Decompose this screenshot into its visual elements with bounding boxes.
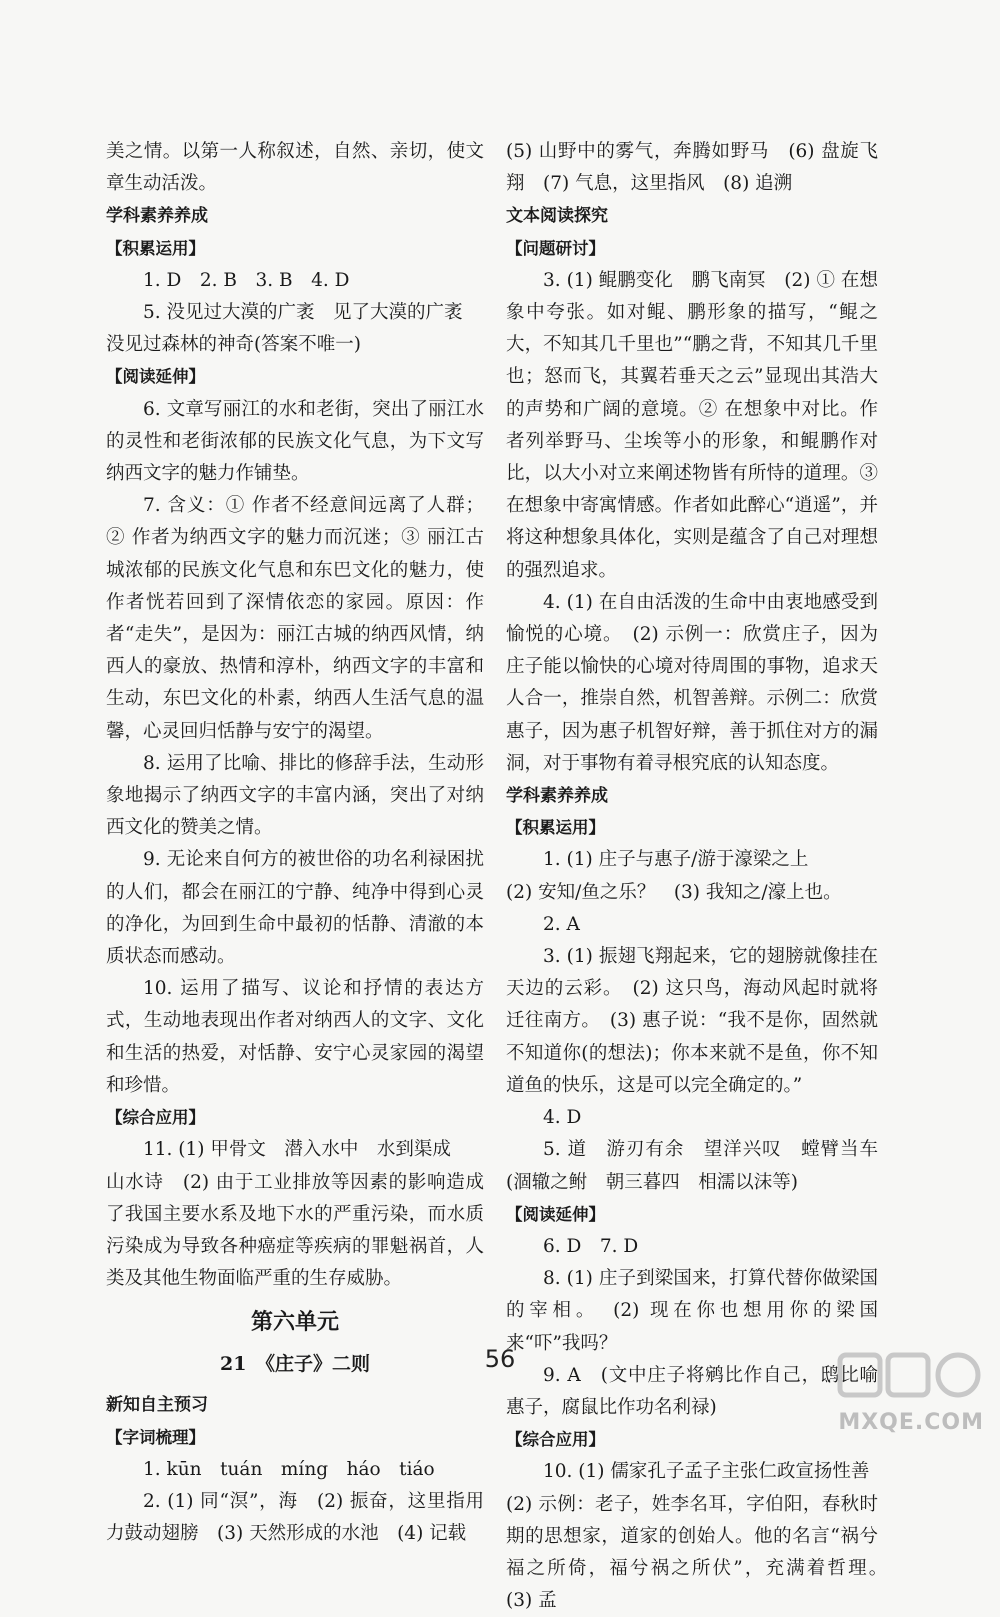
paragraph: 10. (1) 儒家孔子孟子主张仁政宣扬性善	[543, 1461, 870, 1483]
section-heading: 文本阅读探究	[506, 206, 608, 227]
paragraph: (2) 示例：老子，姓李名耳，字伯阳，春秋时期的思想家，道家的创始人。他的名言“祸兮福之所倚，福兮祸之所伏”，充满着哲理。 (3) 孟	[506, 1493, 897, 1612]
paragraph: 3. (1) 鲲鹏变化 鹏飞南冥 (2) ① 在想象中夸张。如对鲲、鹏形象的描写，“鲲之大，不知其几千里也”“鹏之背，不知其几千里也；怒而飞，其翼若垂天之云”显现出其浩大的声势和广阔的意境。② 在想象中对比。作者列举野马、尘埃等小的形象，和鲲鹏作对比，以大小对立来阐述物皆有所恃的道理。③ 在想象中寄寓情感。作者如此醉心“逍遥”，并将这种想象具体化，实则是蕴含了自己对理想的强烈追求。	[506, 269, 878, 581]
watermark-text: MXQE.COM	[838, 1410, 984, 1435]
paragraph: 9. A (文中庄子将鹓比作自己，鸱比喻惠子，腐鼠比作功名利禄)	[506, 1364, 878, 1418]
paragraph: 4. D	[543, 1107, 582, 1129]
paragraph: 2. A	[543, 913, 580, 935]
section-heading: 学科素养养成	[506, 786, 608, 807]
paragraph: 9. 无论来自何方的被世俗的功名利禄困扰的人们，都会在丽江的宁静、纯净中得到心灵的净化，为回到生命中最初的恬静、清澈的本质状态而感动。	[106, 849, 484, 968]
subsection-heading: 【积累运用】	[106, 238, 205, 258]
left-column	[106, 136, 484, 1550]
paragraph: 1. kūn tuán míng háo tiáo	[143, 1458, 435, 1480]
paragraph: 8. 运用了比喻、排比的修辞手法，生动形象地揭示了纳西文字的丰富内涵，突出了对纳西文化的赞美之情。	[106, 752, 484, 839]
paragraph: 5. 没见过大漠的广袤 见了大漠的广袤	[143, 302, 463, 324]
paragraph: 7. 含义：① 作者不经意间远离了人群；② 作者为纳西文字的魅力而沉迷；③ 丽江古城浓郁的民族文化气息和东巴文化的魅力，使作者恍若回到了深情依恋的家园。原因：作者“走失”，是因为：丽江古城的纳西风情，纳西人的豪放、热情和淳朴，纳西文字的丰富和生动，东巴文化的朴素，纳西人生活气息的温馨，心灵回归恬静与安宁的渴望。	[106, 495, 484, 742]
right-column	[506, 136, 897, 1617]
paragraph: 4. (1) 在自由活泼的生命中由衷地感受到愉悦的心境。 (2) 示例一：欣赏庄子，因为庄子能以愉快的心境对待周围的事物，追求天人合一，推崇自然，机智善辩。示例二：欣赏惠子，因为惠子机智好辩，善于抓住对方的漏洞，对于事物有着寻根究底的认知态度。	[506, 591, 878, 774]
subsection-heading: 【综合应用】	[506, 1430, 605, 1450]
paragraph: 2. (1) 同“溟”，海 (2) 振奋，这里指用力鼓动翅膀 (3) 天然形成的水池 (4) 记载	[106, 1490, 484, 1545]
paragraph: 8. (1) 庄子到梁国来，打算代替你做梁国的宰相。 (2) 现在你也想用你的梁国来“吓”我吗？	[506, 1268, 878, 1354]
subsection-heading: 【字词梳理】	[106, 1427, 205, 1447]
paragraph: 10. 运用了描写、议论和抒情的表达方式，生动地表现出作者对纳西人的文字、文化和生活的热爱，对恬静、安宁心灵家园的渴望和珍惜。	[106, 978, 484, 1096]
paragraph: 11. (1) 甲骨文 潜入水中 水到渠成	[143, 1139, 451, 1161]
subsection-heading: 【阅读延伸】	[506, 1204, 605, 1224]
unit-title: 第六单元	[250, 1310, 339, 1336]
section-heading: 学科素养养成	[106, 206, 208, 227]
paragraph: 1. D 2. B 3. B 4. D	[143, 269, 350, 291]
paragraph: (2) 安知/鱼之乐？ (3) 我知之/濠上也。	[506, 881, 842, 903]
subsection-heading: 【积累运用】	[506, 818, 605, 838]
subsection-heading: 【问题研讨】	[506, 238, 605, 258]
paragraph: 1. (1) 庄子与惠子/游于濠梁之上	[543, 849, 809, 871]
page-number: 56	[484, 1345, 516, 1373]
paragraph: 6. 文章写丽江的水和老街，突出了丽江水的灵性和老街浓郁的民族文化气息，为下文写纳西文字的魅力作铺垫。	[106, 398, 484, 485]
subsection-heading: 【综合应用】	[106, 1108, 205, 1128]
section-heading: 新知自主预习	[106, 1395, 208, 1416]
paragraph: 6. D 7. D	[543, 1235, 639, 1257]
paragraph: (5) 山野中的雾气，奔腾如野马 (6) 盘旋飞翔 (7) 气息，这里指风 (8) 追溯	[506, 141, 878, 195]
lesson-title: 21 《庄子》二则	[220, 1353, 370, 1376]
paragraph: 没见过森林的神奇(答案不唯一)	[106, 334, 361, 356]
paragraph: 山水诗 (2) 由于工业排放等因素的影响造成了我国主要水系及地下水的严重污染，而水质污染成为导致各种癌症等疾病的罪魁祸首，人类及其他生物面临严重的生存威胁。	[106, 1171, 484, 1290]
paragraph: 美之情。以第一人称叙述，自然、亲切，使文章生动活泼。	[106, 141, 484, 195]
paragraph: 5. 道 游刃有余 望洋兴叹 螳臂当车(涸辙之鲋 朝三暮四 相濡以沫等)	[506, 1139, 878, 1193]
paragraph: 3. (1) 振翅飞翔起来，它的翅膀就像挂在天边的云彩。 (2) 这只鸟，海动风起时就将迁往南方。 (3) 惠子说：“我不是你，固然就不知道你(的想法)；你本来就不是鱼，你不知道鱼的快乐，这是可以完全确定的。”	[506, 946, 878, 1096]
subsection-heading: 【阅读延伸】	[106, 367, 205, 387]
